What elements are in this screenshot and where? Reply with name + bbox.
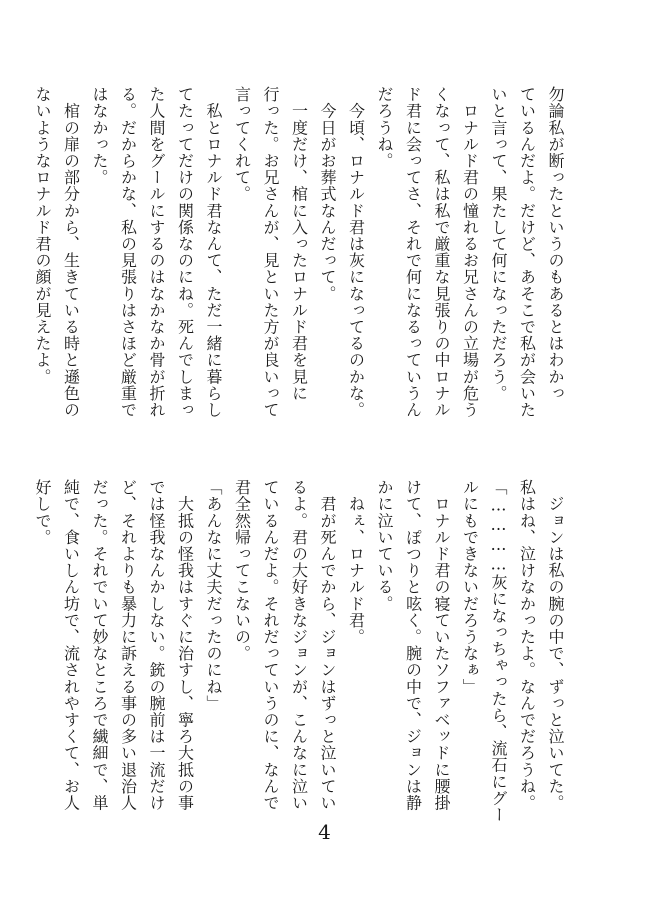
text-line: ねぇ、ロナルド君。 [346,479,366,645]
text-line: 棺の扉の部分から、生きている時と遜色の [61,86,81,418]
text-line: ルにもできないだろうなぁ」 [460,479,480,695]
text-line: 君全然帰ってこないの。 [232,479,252,662]
text-line: ド君に会ってさ、それで何になるっていうん [403,86,423,418]
text-line: 今頃、ロナルド君は灰になってるのかな。 [346,86,366,418]
text-line: では怪我なんかしない。銃の腕前は一流だけ [147,479,166,811]
text-line: いと言って、果たして何になっただろう。 [489,86,508,402]
text-line: ないようなロナルド君の顔が見えたよ。 [33,86,52,385]
page-number: 4 [318,820,331,844]
text-line: かに泣いている。 [375,479,394,612]
text-line: る。だからかな、私の見張りはさほど厳重で [118,86,138,418]
text-line: だった。それでいて妙なところで繊細で、単 [90,479,109,811]
text-line: はなかった。 [90,86,109,186]
text-block-bottom [28,479,570,823]
text-line: ているんだよ。だけど、あそこで私が会いた [517,86,537,418]
text-line: くなって、私は私で厳重な見張りの中ロナル [432,86,451,418]
text-line: 大抵の怪我はすぐに治すし、寧ろ大抵の事 [175,479,195,811]
text-line: 行った。お兄さんが、見といた方が良いって [261,86,280,418]
text-line: ロナルド君の寝ていたソファベッドに腰掛 [432,479,451,811]
text-line: ど、それよりも暴力に訴える事の多い退治人 [118,479,138,811]
text-line: るよ。君の大好きなジョンが、こんなに泣い [289,479,309,811]
text-line: ロナルド君の憧れるお兄さんの立場が危う [460,86,480,418]
text-line: 今日がお葬式なんだって。 [318,86,337,302]
text-line: てたってだけの関係なのにね。死んでしまっ [175,86,195,418]
text-line: だろうね。 [375,86,394,169]
text-line: けて、ぽつりと呟く。腕の中で、ジョンは静 [403,479,423,811]
text-line: た人間をグールにするのはなかなか骨が折れ [147,86,166,418]
text-line: 私とロナルド君なんて、ただ一緒に暮らし [204,86,223,418]
text-line: 純で、食いしん坊で、流されやすくて、お人 [61,479,81,811]
text-line: 言ってくれて。 [232,86,252,203]
text-line: 好しで。 [33,479,52,546]
text-line: 一度だけ、棺に入ったロナルド君を見に [289,86,309,402]
text-line: 君が死んでから、ジョンはずっと泣いてい [318,479,337,811]
text-line: 勿論私が断ったというのもあるとはわかっ [546,86,565,402]
text-line: ているんだよ。それだっていうのに、なんで [261,479,280,811]
text-block-top [28,86,570,418]
text-line: 私はね、泣けなかったよ。なんでだろうね。 [517,479,537,811]
text-line: ジョンは私の腕の中で、ずっと泣いてた。 [546,479,565,811]
text-line: 「あんなに丈夫だったのにね」 [204,479,223,712]
text-line: 「…………灰になっちゃったら、流石にグー [489,479,508,823]
